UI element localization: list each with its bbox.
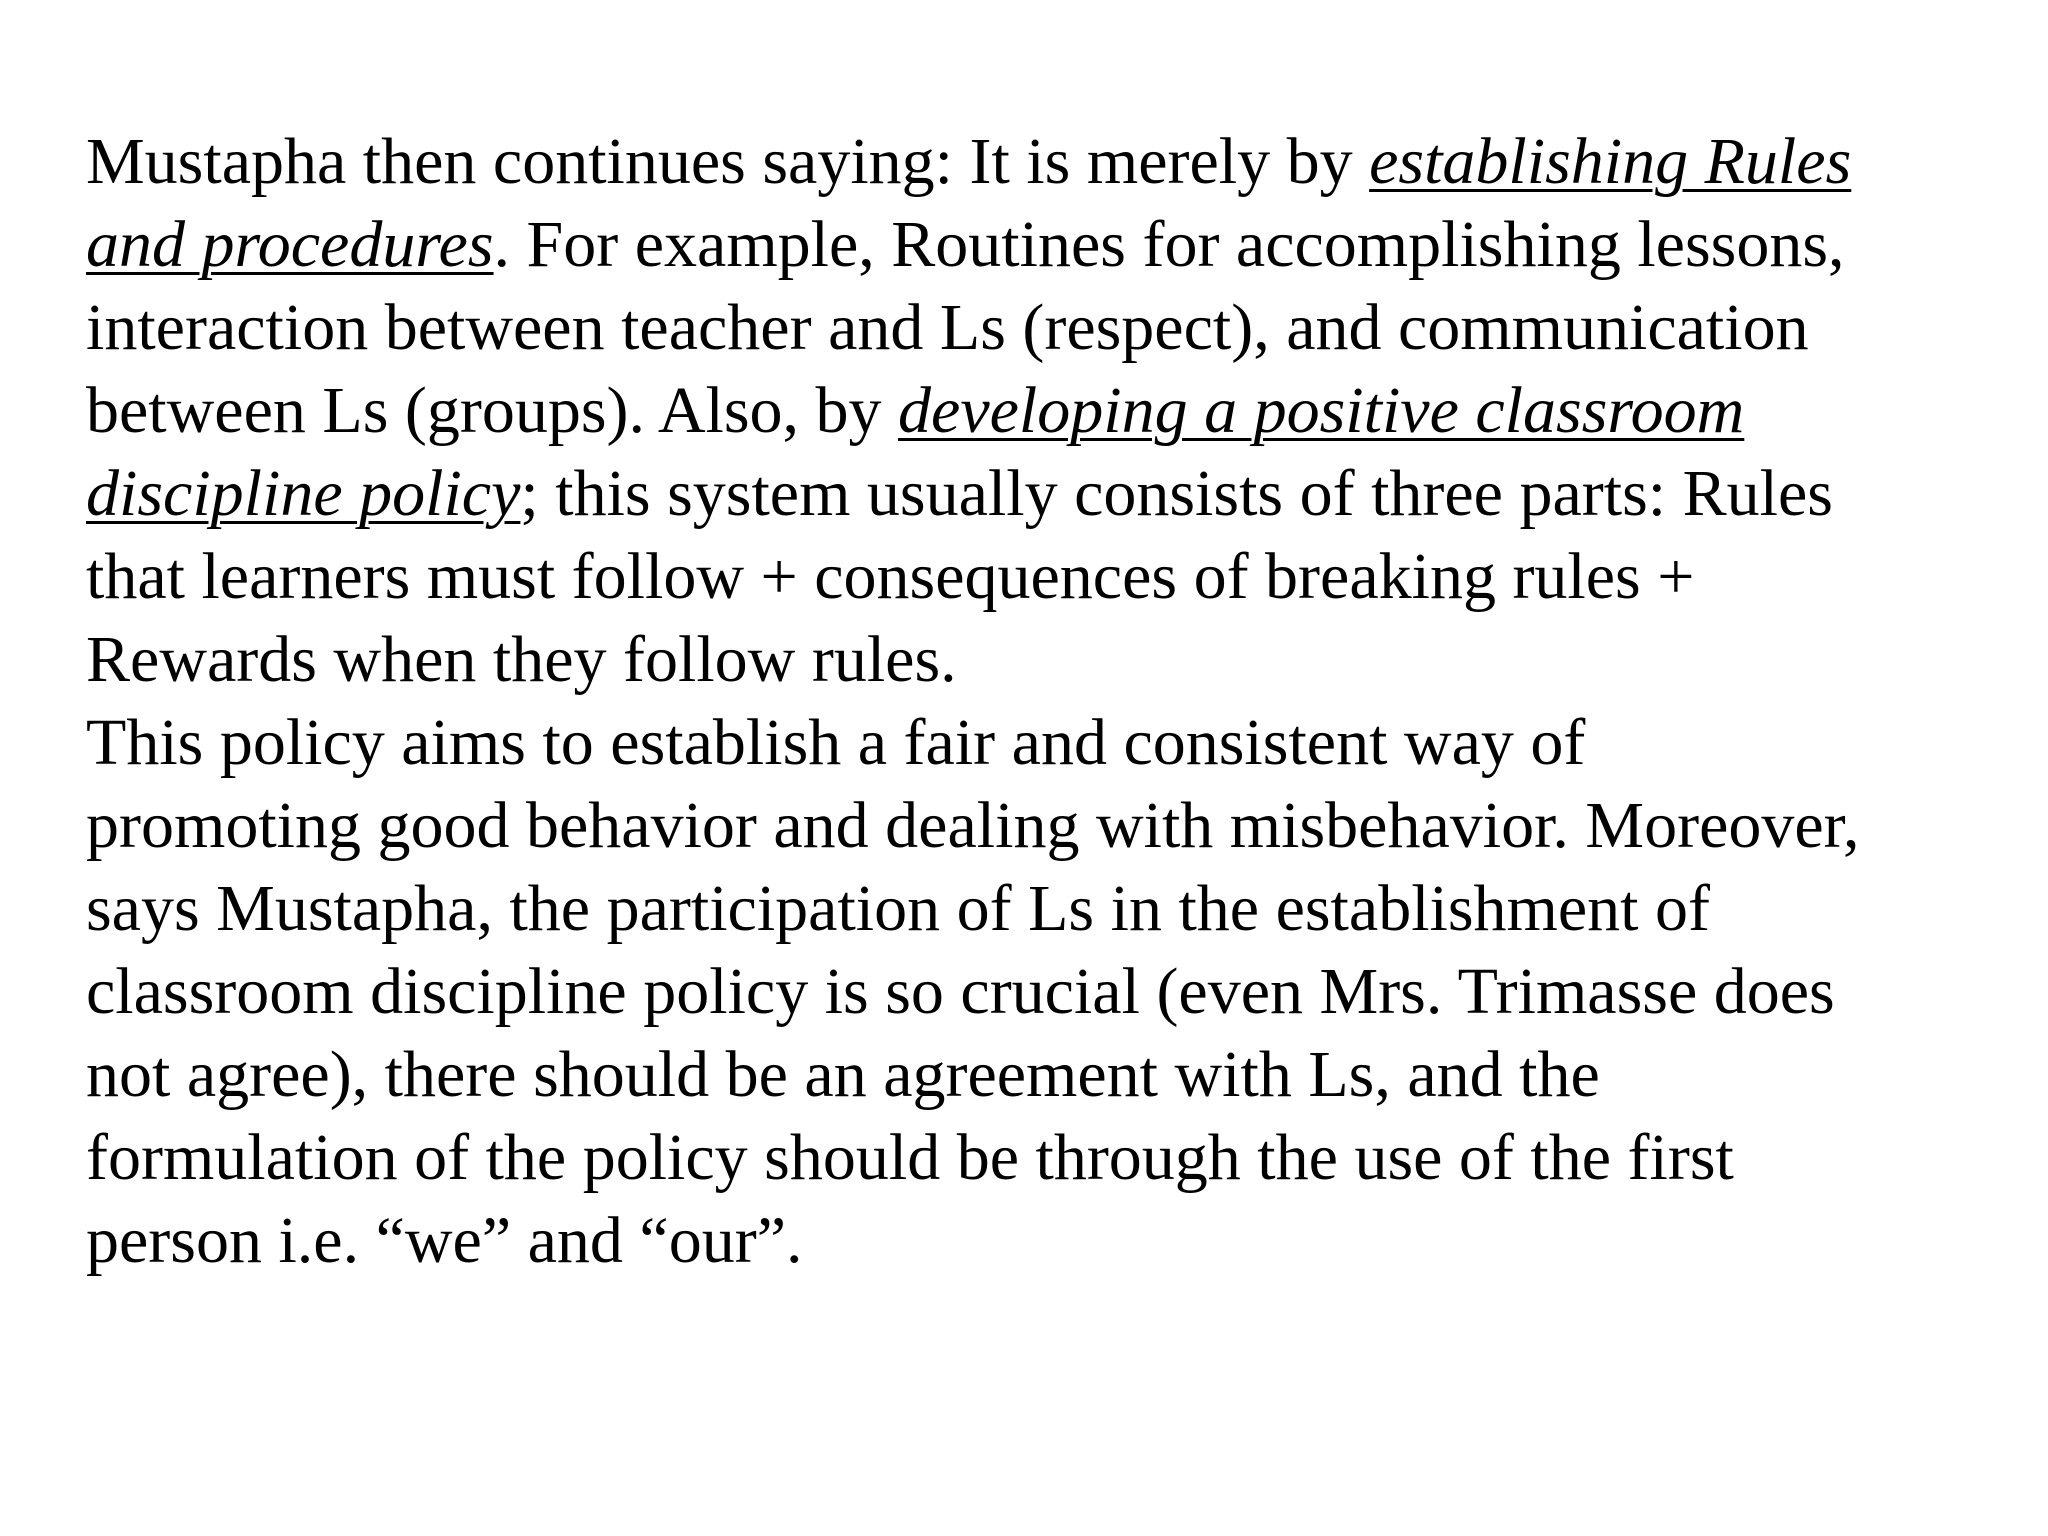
- text-line-14: [86, 1199, 1986, 1282]
- emphasized-phrase: establishing Rules: [1369, 125, 1852, 198]
- text-line-10: [86, 867, 1986, 950]
- text-run: between Ls (groups). Also, by: [86, 374, 899, 447]
- text-line-3: [86, 286, 1986, 369]
- text-line-11: [86, 950, 1986, 1033]
- text-run: ; this system usually consists of three parts: Rules: [520, 457, 1833, 530]
- text-line-9: [86, 784, 1986, 867]
- text-run: Mustapha then continues saying: It is merely by: [86, 125, 1370, 198]
- emphasized-phrase: and procedures: [86, 208, 494, 281]
- text-run: . For example, Routines for accomplishing lessons,: [493, 208, 1845, 281]
- text-run: classroom discipline policy is so crucial (even Mrs. Trimasse does: [86, 955, 1835, 1028]
- text-line-5: [86, 452, 1986, 535]
- text-line-12: [86, 1033, 1986, 1116]
- text-run: interaction between teacher and Ls (respect), and communication: [86, 291, 1809, 364]
- text-line-7: [86, 618, 1986, 701]
- text-run: not agree), there should be an agreement with Ls, and the: [86, 1038, 1600, 1111]
- body-text: [86, 120, 1986, 1282]
- emphasized-phrase: developing a positive classroom: [898, 374, 1745, 447]
- text-line-13: [86, 1116, 1986, 1199]
- text-run: promoting good behavior and dealing with misbehavior. Moreover,: [86, 789, 1860, 862]
- text-run: that learners must follow + consequences of breaking rules +: [86, 540, 1695, 613]
- emphasized-phrase: discipline policy: [86, 457, 521, 530]
- text-line-6: [86, 535, 1986, 618]
- text-run: says Mustapha, the participation of Ls in the establishment of: [86, 872, 1710, 945]
- text-run: person i.e. “we” and “our”.: [86, 1204, 803, 1277]
- text-run: formulation of the policy should be through the use of the first: [86, 1121, 1734, 1194]
- text-line-4: [86, 369, 1986, 452]
- text-line-1: [86, 120, 1986, 203]
- text-run: This policy aims to establish a fair and consistent way of: [86, 706, 1586, 779]
- text-line-2: [86, 203, 1986, 286]
- text-line-8: [86, 701, 1986, 784]
- text-run: Rewards when they follow rules.: [86, 623, 957, 696]
